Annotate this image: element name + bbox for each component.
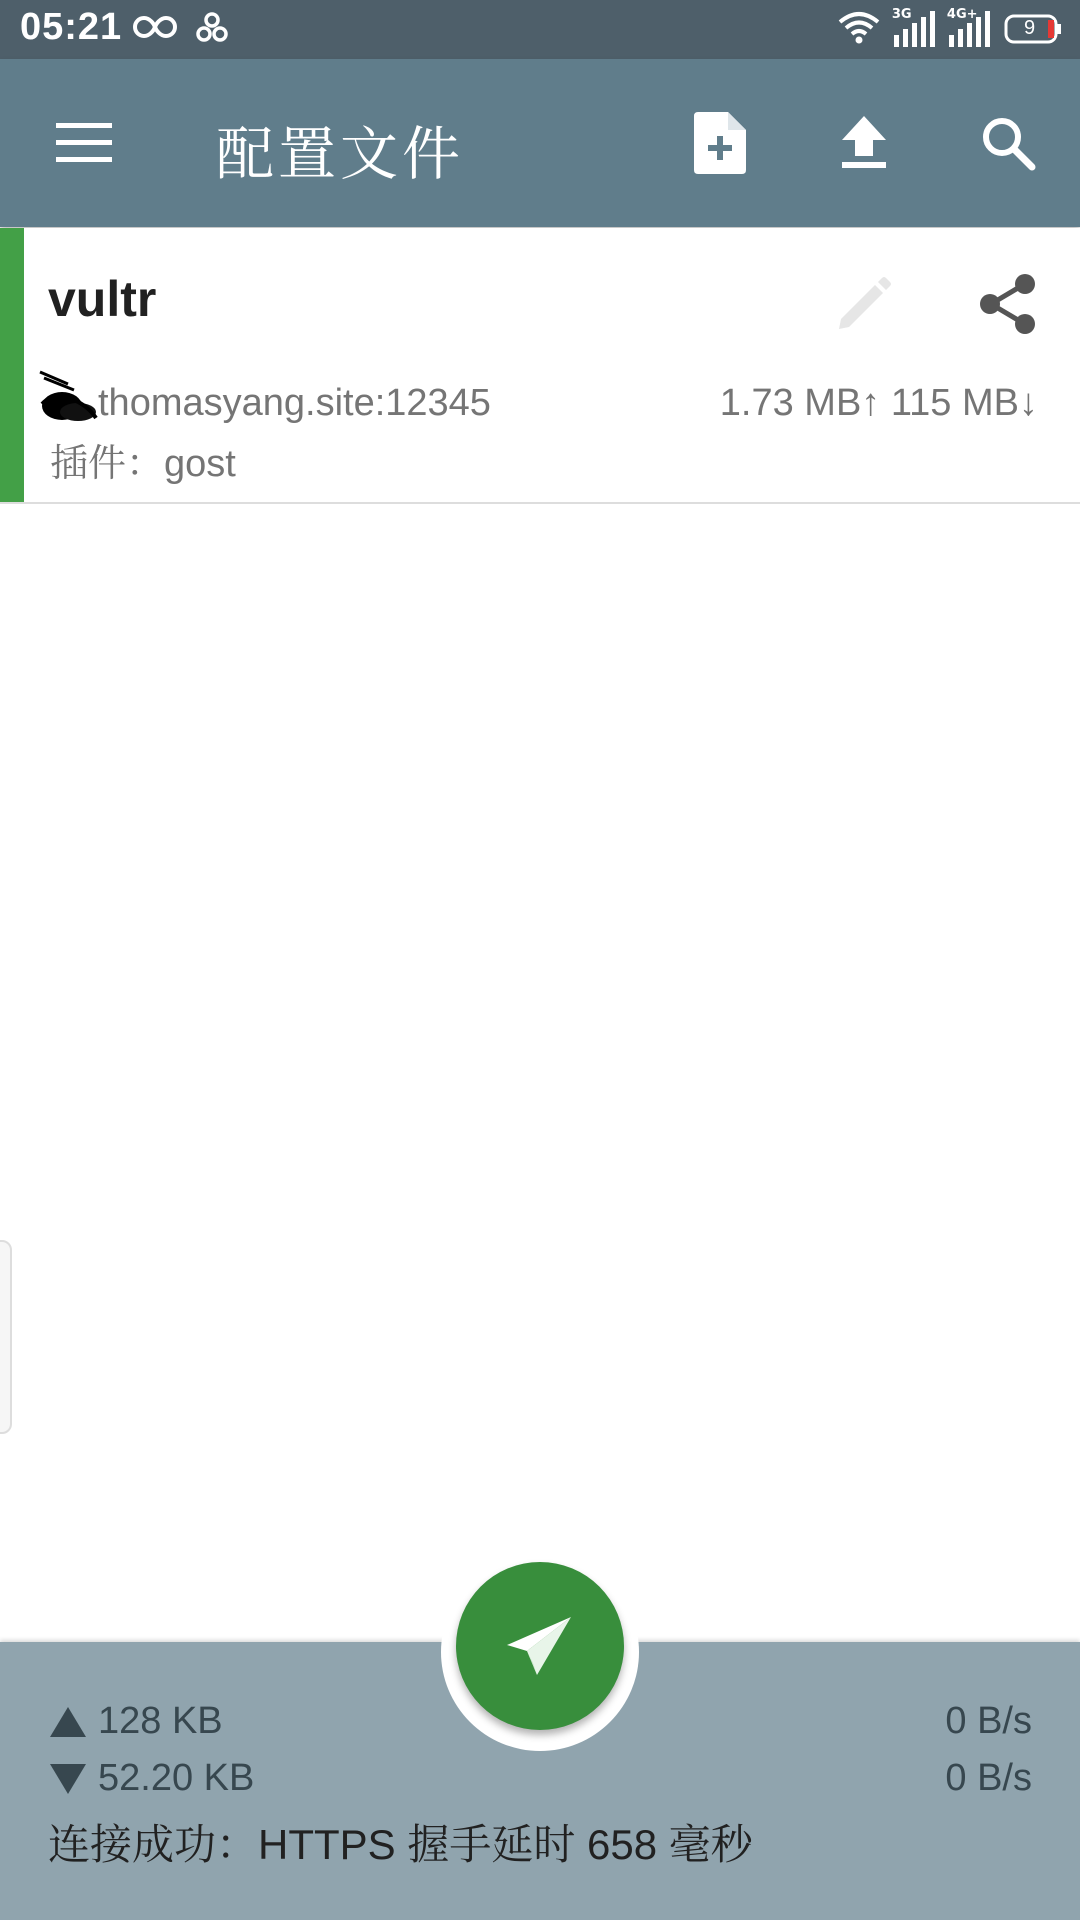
add-file-icon — [694, 112, 746, 174]
search-button[interactable] — [970, 105, 1046, 181]
link-icon — [195, 10, 229, 48]
side-drawer-handle[interactable] — [0, 1240, 12, 1434]
search-icon — [980, 115, 1036, 171]
signal-3g-icon — [892, 9, 936, 49]
connect-fab-button[interactable] — [456, 1562, 624, 1730]
rx-rate: 0 B/s — [945, 1757, 1032, 1799]
profile-name: vultr — [48, 271, 157, 327]
menu-icon — [56, 123, 112, 163]
infinity-icon — [132, 12, 178, 46]
tx-rate: 0 B/s — [945, 1700, 1032, 1742]
tx-total: 128 KB — [98, 1700, 223, 1742]
upload-icon — [840, 116, 888, 170]
net-label-4g: 4G+ — [946, 7, 978, 22]
page-title: 配置文件 — [216, 120, 465, 188]
battery-level: 9 — [1024, 17, 1036, 39]
wifi-icon — [837, 8, 881, 50]
menu-button[interactable] — [46, 105, 122, 181]
connection-status[interactable]: 连接成功：HTTPS 握手延时 658 毫秒 — [48, 1821, 753, 1868]
profile-server-address: thomasyang.site:12345 — [98, 382, 491, 424]
profile-card[interactable] — [0, 228, 1080, 504]
upload-button[interactable] — [826, 105, 902, 181]
upload-triangle-icon — [48, 1705, 88, 1739]
active-profile-indicator — [0, 228, 24, 502]
status-left-icons — [132, 10, 229, 48]
profile-plugin: 插件：gost — [50, 443, 236, 485]
net-label-3g: 3G — [891, 7, 912, 22]
add-profile-button[interactable] — [682, 105, 758, 181]
status-time: 05:21 — [20, 6, 123, 48]
rx-total-row — [48, 1757, 254, 1800]
share-icon — [979, 273, 1037, 335]
paper-plane-icon — [505, 1615, 575, 1677]
signal-4g-icon — [947, 9, 991, 49]
tx-total-row — [48, 1700, 223, 1743]
rx-total: 52.20 KB — [98, 1757, 255, 1799]
edit-profile-button[interactable] — [826, 266, 902, 342]
status-right-icons — [837, 8, 1062, 50]
pencil-icon — [835, 275, 893, 333]
download-triangle-icon — [48, 1762, 88, 1796]
app-toolbar — [0, 59, 1080, 227]
profile-traffic: 1.73 MB↑ 115 MB↓ — [719, 382, 1038, 424]
share-profile-button[interactable] — [970, 266, 1046, 342]
battery-icon — [1004, 14, 1062, 44]
status-bar — [0, 0, 1080, 59]
redaction-scribble — [38, 366, 100, 428]
